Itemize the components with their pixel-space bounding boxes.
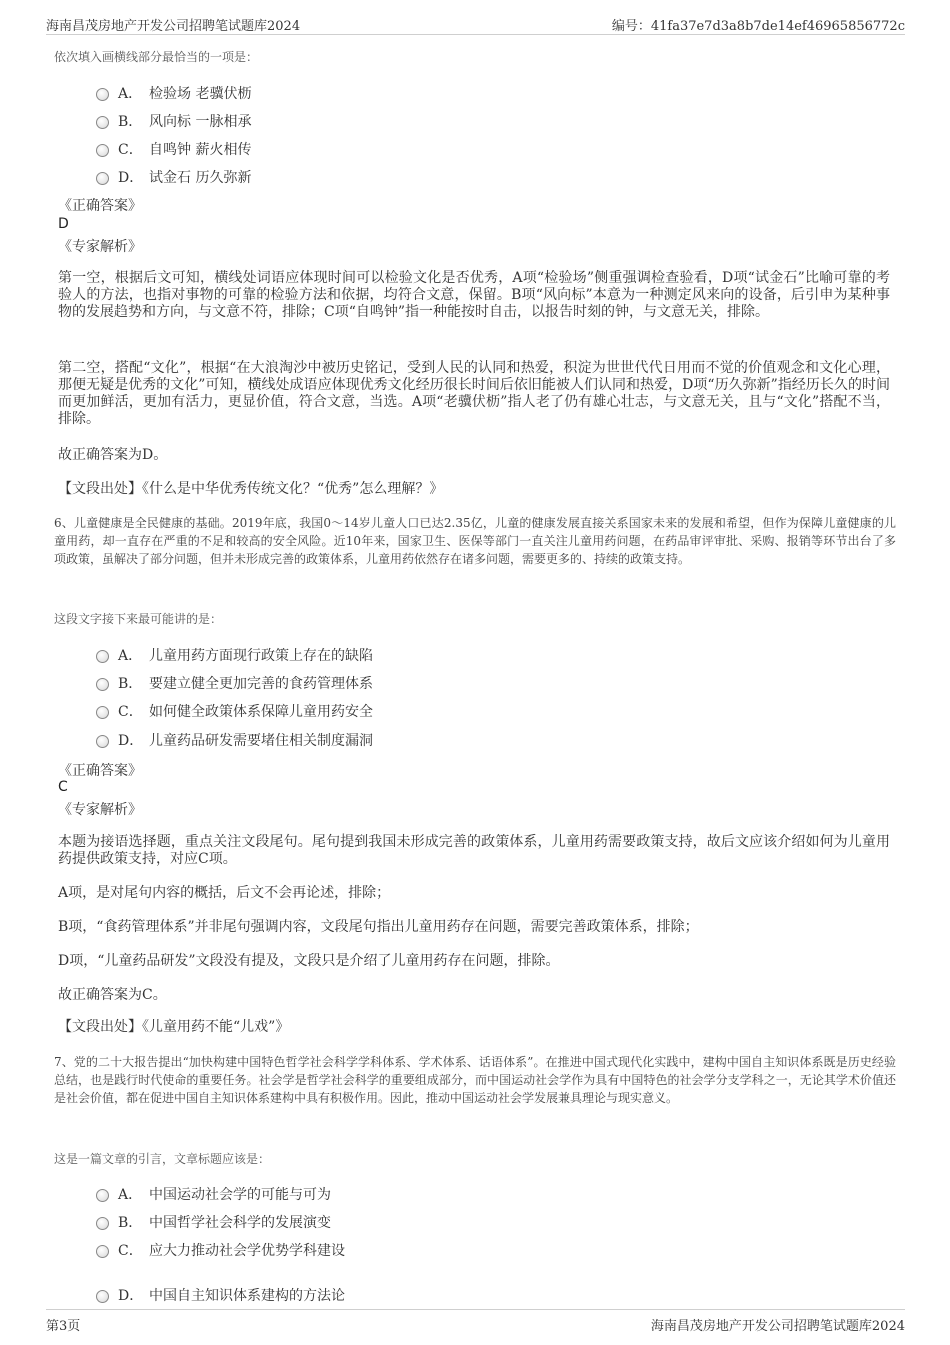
header-code: 编号：41fa37e7d3a8b7de14ef46965856772c bbox=[611, 19, 905, 34]
q6-analysis-paragraph: D项，“儿童药品研发”文段没有提及，文段只是介绍了儿童用药存在问题，排除。 bbox=[58, 953, 560, 969]
option-letter: B． bbox=[118, 114, 143, 130]
q6-option-c[interactable] bbox=[96, 701, 373, 721]
option-text: 试金石 历久弥新 bbox=[149, 170, 252, 186]
q6-analysis-paragraph: B项，“食药管理体系”并非尾句强调内容，文段尾句指出儿童用药存在问题，需要完善政策体系，排除； bbox=[58, 919, 699, 935]
option-letter: B． bbox=[118, 676, 143, 692]
radio-button[interactable] bbox=[96, 144, 109, 157]
q5-option-b[interactable] bbox=[96, 111, 251, 131]
q6-analysis-paragraph: A项，是对尾句内容的概括，后文不会再论述，排除； bbox=[58, 885, 391, 901]
radio-button[interactable] bbox=[96, 735, 109, 748]
radio-button[interactable] bbox=[96, 650, 109, 663]
radio-button[interactable] bbox=[96, 116, 109, 129]
option-text: 儿童用药方面现行政策上存在的缺陷 bbox=[149, 648, 373, 664]
q6-analysis-label: 《专家解析》 bbox=[58, 802, 142, 818]
radio-button[interactable] bbox=[96, 1217, 109, 1230]
q5-option-a[interactable] bbox=[96, 83, 251, 103]
radio-button[interactable] bbox=[96, 1290, 109, 1303]
option-letter: D． bbox=[118, 733, 144, 749]
option-text: 如何健全政策体系保障儿童用药安全 bbox=[149, 704, 373, 720]
q6-text: 6、儿童健康是全民健康的基础。2019年底，我国0～14岁儿童人口已达2.35亿，儿童的健康发展直接关系国家未来的发展和希望，但作为保障儿童健康的儿童用药，却一直存在严重的不足和较高的安全风险。近10年来，国家卫生、医保等部门一直关注儿童用药问题，在药品审评审批、采购、报销等环节出台了多项政策，虽解决了部分问题，但并未形成完善的政策体系，儿童用药依然存在诸多问题，需要更多的、持续的政策支持。 bbox=[54, 516, 896, 566]
q6-option-a[interactable] bbox=[96, 645, 373, 665]
radio-button[interactable] bbox=[96, 678, 109, 691]
radio-button[interactable] bbox=[96, 88, 109, 101]
q6-prompt: 这段文字接下来最可能讲的是： bbox=[54, 612, 223, 626]
option-text: 要建立健全更加完善的食药管理体系 bbox=[149, 676, 373, 692]
option-text: 应大力推动社会学优势学科建设 bbox=[149, 1243, 345, 1259]
option-letter: A． bbox=[118, 648, 143, 664]
q6-analysis-paragraph: 本题为接语选择题，重点关注文段尾句。尾句提到我国未形成完善的政策体系，儿童用药需要政策支持，故后文应该介绍如何为儿童用药提供政策支持，对应C项。 bbox=[58, 834, 890, 867]
option-text: 自鸣钟 薪火相传 bbox=[149, 142, 252, 158]
option-letter: D． bbox=[118, 1288, 144, 1304]
page-header bbox=[46, 12, 905, 35]
q5-analysis-paragraph: 第一空，根据后文可知，横线处词语应体现时间可以检验文化是否优秀，A项“检验场”侧重强调检查验看，D项“试金石”比喻可靠的考验人的方法，也指对事物的可靠的检验方法和依据，均符合文意，保留。B项“风向标”本意为一种测定风来向的设备，后引申为某种事物的发展趋势和方向，与文意不符，排除；C项“自鸣钟”指一种能按时自击，以报告时刻的钟，与文意无关，排除。 bbox=[58, 270, 890, 320]
footer-title: 海南昌茂房地产开发公司招聘笔试题库2024 bbox=[650, 1319, 905, 1334]
q6-source: 【文段出处】《儿童用药不能“儿戏”》 bbox=[58, 1019, 290, 1035]
q7-option-d[interactable] bbox=[96, 1285, 345, 1305]
q7-option-c[interactable] bbox=[96, 1240, 345, 1260]
option-letter: C． bbox=[118, 1243, 143, 1259]
q5-analysis-paragraph: 第二空，搭配“文化”，根据“在大浪淘沙中被历史铭记，受到人民的认同和热爱，积淀为世世代代日用而不觉的价值观念和文化心理，那便无疑是优秀的文化”可知，横线处成语应体现优秀文化经历很长时间后依旧能被人们认同和热爱，D项“历久弥新”指经历长久的时间而更加鲜活，更加有活力，更显价值，符合文意，当选。A项“老骥伏枥”指人老了仍有雄心壮志，与文意无关，且与“文化”搭配不当，排除。 bbox=[58, 360, 890, 427]
q6-conclusion: 故正确答案为C。 bbox=[58, 987, 167, 1003]
q7-option-a[interactable] bbox=[96, 1184, 331, 1204]
q6-answer: C bbox=[58, 779, 68, 795]
q5-option-c[interactable] bbox=[96, 139, 251, 159]
q5-conclusion: 故正确答案为D。 bbox=[58, 447, 168, 463]
radio-button[interactable] bbox=[96, 706, 109, 719]
q5-analysis-label: 《专家解析》 bbox=[58, 239, 142, 255]
page-footer bbox=[46, 1309, 905, 1334]
q5-option-d[interactable] bbox=[96, 167, 251, 187]
option-text: 中国自主知识体系建构的方法论 bbox=[149, 1288, 345, 1304]
option-text: 中国哲学社会科学的发展演变 bbox=[149, 1215, 331, 1231]
radio-button[interactable] bbox=[96, 1189, 109, 1202]
radio-button[interactable] bbox=[96, 1245, 109, 1258]
option-text: 中国运动社会学的可能与可为 bbox=[149, 1187, 331, 1203]
q6-answer-label: 《正确答案》 bbox=[58, 763, 142, 779]
option-text: 风向标 一脉相承 bbox=[149, 114, 252, 130]
q5-answer: D bbox=[58, 216, 69, 232]
q5-answer-label: 《正确答案》 bbox=[58, 198, 142, 214]
option-letter: B． bbox=[118, 1215, 143, 1231]
option-text: 检验场 老骥伏枥 bbox=[149, 86, 252, 102]
header-title: 海南昌茂房地产开发公司招聘笔试题库2024 bbox=[46, 19, 301, 34]
option-letter: D． bbox=[118, 170, 144, 186]
page-number: 第3页 bbox=[46, 1319, 81, 1334]
option-letter: C． bbox=[118, 704, 143, 720]
option-letter: C． bbox=[118, 142, 143, 158]
q7-option-b[interactable] bbox=[96, 1212, 331, 1232]
option-letter: A． bbox=[118, 86, 143, 102]
option-text: 儿童药品研发需要堵住相关制度漏洞 bbox=[149, 733, 373, 749]
q7-prompt: 这是一篇文章的引言，文章标题应该是： bbox=[54, 1152, 271, 1166]
q7-text: 7、党的二十大报告提出“加快构建中国特色哲学社会科学学科体系、学术体系、话语体系”。在推进中国式现代化实践中，建构中国自主知识体系既是历史经验总结，也是践行时代使命的重要任务。社会学是哲学社会科学的重要组成部分，而中国运动社会学作为具有中国特色的社会学分支学科之一，无论其学术价值还是社会价值，都在促进中国自主知识体系建构中具有积极作用。因此，推动中国运动社会学发展兼具理论与现实意义。 bbox=[54, 1055, 896, 1105]
q6-option-b[interactable] bbox=[96, 673, 373, 693]
q6-option-d[interactable] bbox=[96, 730, 373, 750]
q5-prompt: 依次填入画横线部分最恰当的一项是： bbox=[54, 50, 259, 64]
radio-button[interactable] bbox=[96, 172, 109, 185]
option-letter: A． bbox=[118, 1187, 143, 1203]
q5-source: 【文段出处】《什么是中华优秀传统文化？“优秀”怎么理解？》 bbox=[58, 481, 444, 497]
